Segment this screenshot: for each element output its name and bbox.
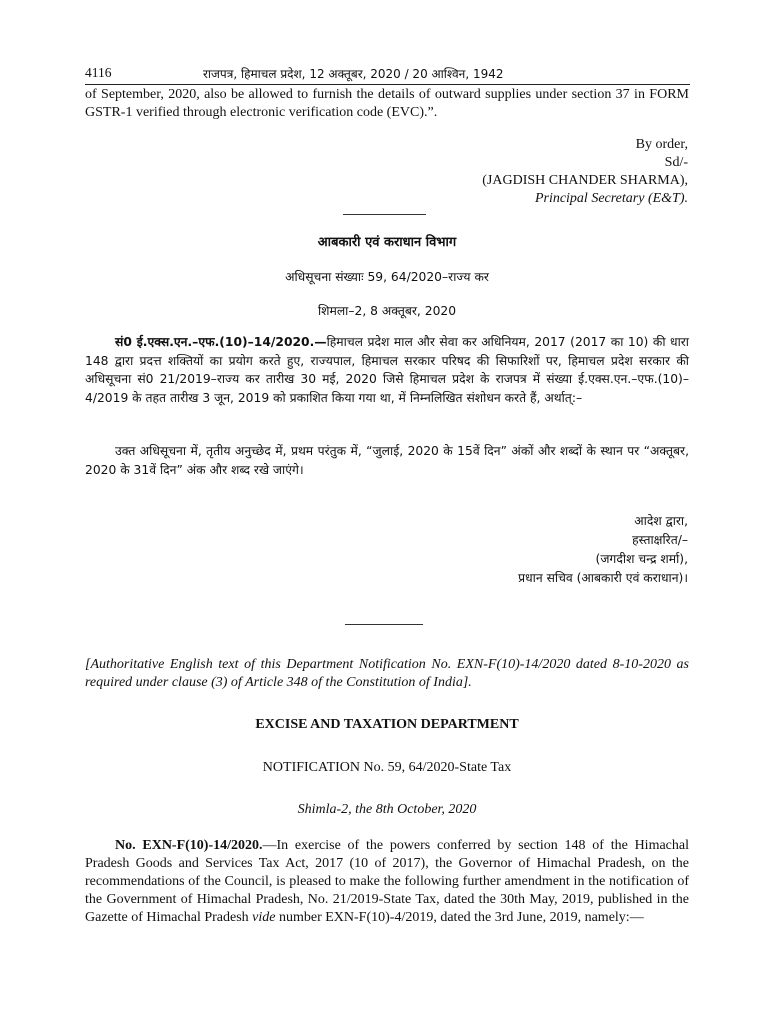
- sd-text: Sd/-: [664, 155, 688, 170]
- english-main-paragraph: [85, 837, 689, 927]
- signatory-designation: Principal Secretary (E&T).: [534, 191, 688, 206]
- hindi-notification-reference: सं0 ई.एक्स.एन.–एफ.(10)–14/2020.—: [115, 335, 327, 349]
- hindi-department-title: आबकारी एवं कराधान विभाग: [317, 235, 457, 250]
- hindi-by-order-text: आदेश द्वारा,: [634, 514, 688, 528]
- em-dash: —: [262, 838, 277, 853]
- hindi-main-paragraph: [85, 333, 689, 407]
- continuation-paragraph: of September, 2020, also be allowed to furnish the details of outward supplies under section 37 in FORM GSTR-1 verified through electronic verification code (EVC).”.: [85, 87, 689, 120]
- english-place-date: Shimla-2, the 8th October, 2020: [297, 802, 477, 817]
- section-divider: [343, 214, 426, 215]
- page-number: 4116: [85, 65, 112, 80]
- gazette-header-title: राजपत्र, हिमाचल प्रदेश, 12 अक्तूबर, 2020 / 20 आश्विन, 1942: [203, 67, 504, 81]
- english-signature-block: [482, 136, 688, 208]
- hindi-signatory-name: (जगदीश चन्द्र शर्मा),: [595, 552, 688, 566]
- hindi-amendment-paragraph: उक्त अधिसूचना में, तृतीय अनुच्छेद में, प्रथम परंतुक में, “जुलाई, 2020 के 15वें दिन” अंकों और शब्दों के स्थान पर “अक्तूबर, 2020 के 31वें दिन” अंक और शब्द रखे जाएंगे।: [85, 444, 689, 477]
- page-header: [85, 64, 690, 85]
- hindi-signatory-designation: प्रधान सचिव (आबकारी एवं कराधान)।: [518, 571, 688, 585]
- english-main-paragraph-body-1: In exercise of the powers conferred by section 148 of the Himachal Pradesh Goods and Services Tax Act, 2017 (10 of 2017), the Governor of Himachal Pradesh, on the recommendations of the Council, is pleased to make the following further amendment in the notification of the Government of Himachal Pradesh, No. 21/2019-State Tax, dated the 30th May, 2019, published in the Gazette of Himachal Pradesh: [85, 838, 689, 925]
- english-main-paragraph-body-2: number EXN-F(10)-4/2019, dated the 3rd June, 2019, namely:—: [275, 910, 644, 925]
- hindi-signature-block: [518, 512, 688, 588]
- english-notification-number: NOTIFICATION No. 59, 64/2020-State Tax: [262, 760, 512, 775]
- hindi-place-date: शिमला–2, 8 अक्तूबर, 2020: [317, 304, 457, 318]
- english-notification-reference: No. EXN-F(10)-14/2020.: [115, 838, 263, 853]
- section-divider: [345, 624, 423, 625]
- hindi-signed-text: हस्ताक्षरित/–: [632, 533, 688, 547]
- english-department-title: EXCISE AND TAXATION DEPARTMENT: [255, 717, 519, 732]
- authoritative-english-note: [Authoritative English text of this Department Notification No. EXN-F(10)-14/2020 dated 8-10-2020 as required under clause (3) of Article 348 of the Constitution of India].: [85, 657, 689, 690]
- by-order-text: By order,: [635, 137, 688, 152]
- hindi-main-paragraph-body: हिमाचल प्रदेश माल और सेवा कर अधिनियम, 2017 (2017 का 10) की धारा 148 द्वारा प्रदत्त शक्तियों का प्रयोग करते हुए, राज्यपाल, हिमाचल सरकार परिषद की सिफारिशों पर, हिमाचल प्रदेश सरकार की अधिसूचना सं0 21/2019–राज्य कर तारीख 30 मई, 2020 जिसे हिमाचल प्रदेश के राजपत्र में संख्या ई.एक्स.एन.–एफ.(10)–4/2019 के तहत तारीख 3 जून, 2019 को प्रकाशित किया गया था, में निम्नलिखित संशोधन करते हैं, अर्थात्:–: [85, 335, 689, 405]
- hindi-notification-number: अधिसूचना संख्याः 59, 64/2020–राज्य कर: [285, 270, 489, 284]
- signatory-name: (JAGDISH CHANDER SHARMA),: [482, 173, 688, 188]
- vide-word: vide: [252, 910, 276, 925]
